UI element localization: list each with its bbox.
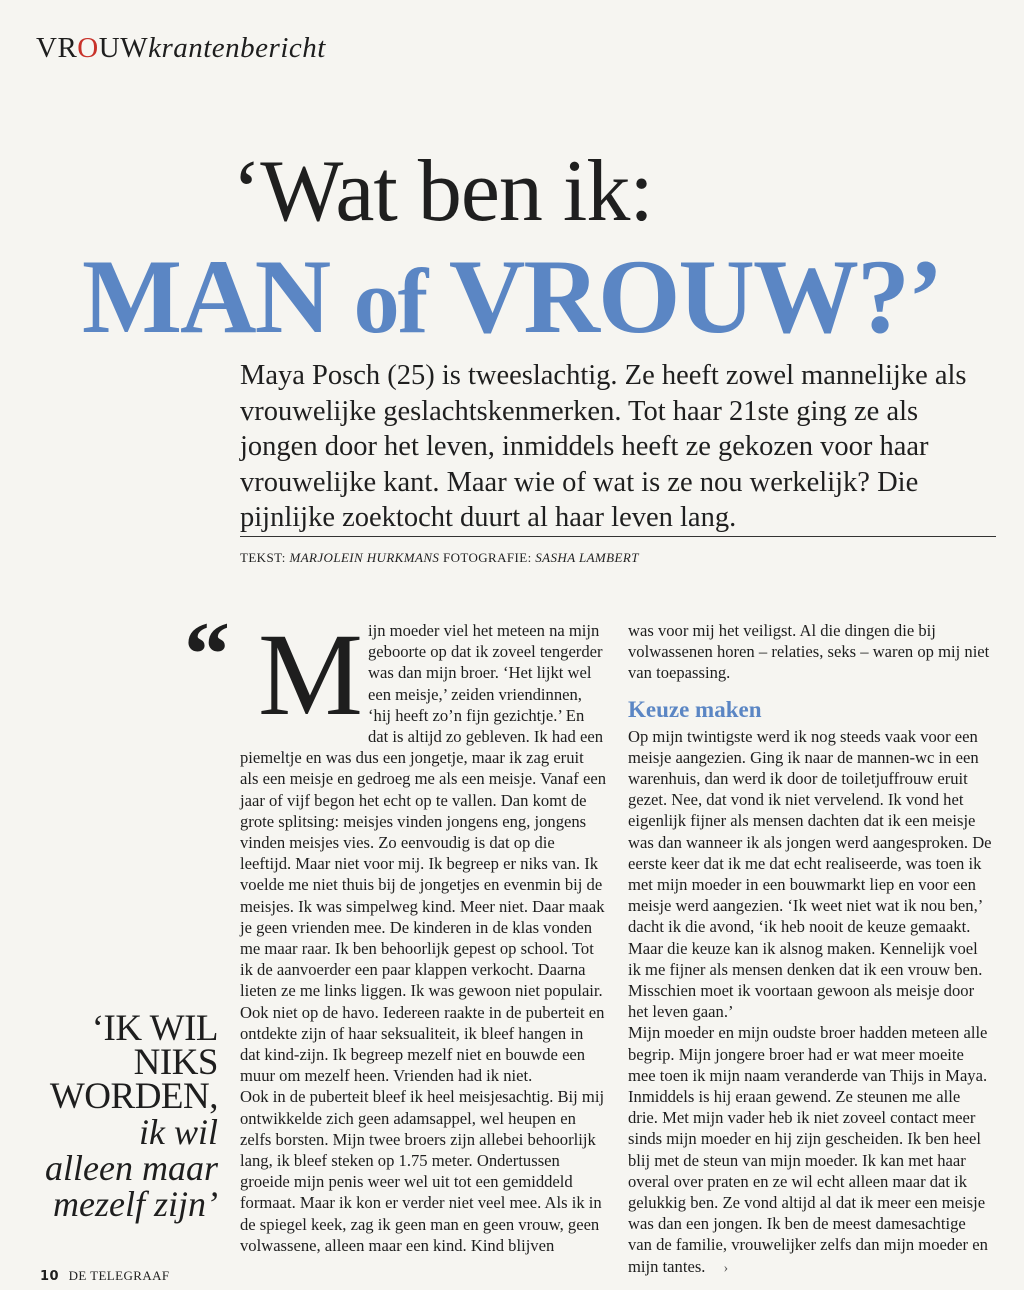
pull-quote-upper bbox=[18, 1008, 218, 1117]
pull-quote-italic bbox=[18, 1114, 218, 1222]
section-uw: UW bbox=[98, 32, 149, 64]
section-o-red: O bbox=[77, 32, 99, 64]
article-column-1 bbox=[184, 603, 606, 1256]
credit-photo-label: FOTOGRAFIE: bbox=[442, 550, 532, 565]
pull-quote-line-4: ik wil bbox=[139, 1112, 218, 1152]
pull-quote-line-6: mezelf zijn’ bbox=[53, 1184, 218, 1224]
subheading-keuze-maken: Keuze maken bbox=[628, 696, 762, 722]
pull-quote-line-5: alleen maar bbox=[45, 1148, 218, 1188]
section-vr: VR bbox=[36, 32, 78, 64]
column1-paragraph-2: Ook in de puberteit bleef ik heel meisjesachtig. Bij mij ontwikkelde zich geen adamsappel, wel heupen en zelfs borsten. Mijn twee broers zijn allebei behoorlijk lang, ik bleef steken op 1.75 meter. Ondertussen groeide mijn penis weer wel uit tot een gemiddeld formaat. Maar ik kon er verder niet veel mee. Als ik in de spiegel keek, zag ik geen man en geen vrouw, geen volwassene, alleen maar een kind. Kind blijven bbox=[240, 1087, 605, 1255]
dropcap bbox=[184, 603, 364, 740]
pull-quote-line-2: NIKS bbox=[133, 1042, 218, 1083]
pull-quote bbox=[18, 1008, 218, 1224]
credits bbox=[240, 550, 639, 566]
continue-arrow-icon: › bbox=[723, 1260, 729, 1276]
dropcap-quote-mark: “ bbox=[184, 603, 230, 705]
article-column-2 bbox=[628, 620, 992, 1279]
column2-paragraph-1: was voor mij het veiligst. Al die dingen die bij volwassenen horen – relaties, seks – waren op mij niet van toepassing. bbox=[628, 621, 990, 683]
pull-quote-line-1: ‘IK WIL bbox=[91, 1008, 218, 1049]
headline-vrouw: VROUW?’ bbox=[426, 238, 942, 355]
pull-quote-line-3: WORDEN, bbox=[49, 1076, 218, 1117]
page-footer bbox=[40, 1268, 170, 1284]
intro-paragraph: Maya Posch (25) is tweeslachtig. Ze heeft zowel mannelijke als vrouwelijke geslachtskenmerken. Tot haar 21ste ging ze als jongen door het leven, inmiddels heeft ze gekozen voor haar vrouwelijke kant. Maar wie of wat is ze nou werkelijk? Die pijnlijke zoektocht duurt al haar leven lang. bbox=[240, 360, 967, 533]
headline-line-2 bbox=[82, 238, 942, 355]
section-subtitle: krantenbericht bbox=[148, 32, 326, 64]
column2-paragraph-3-text: Mijn moeder en mijn oudste broer hadden meteen alle begrip. Mijn jongere broer had er wat meer moeite mee toen ik mijn naam veranderde van Thijs in Maya. Inmiddels is hij eraan gewend. Ze steunen me alle drie. Met mijn vader heb ik niet zoveel contact meer sinds mijn moeder en hij zijn gescheiden. Ik ben heel blij met de steun van mijn moeder. Ik kan met haar overal over praten en ze wil echt alleen maar dat ik gelukkig ben. Ze vond altijd al dat ik meer een meisje was dan een jongen. Ik ben de meest damesachtige van de familie, vrouwelijker zelfs dan mijn moeder en mijn tantes. bbox=[628, 1023, 988, 1276]
intro-text bbox=[240, 358, 1000, 536]
credit-photo-name: SASHA LAMBERT bbox=[535, 550, 639, 565]
column1-paragraph-1: ijn moeder viel het meteen na mijn geboorte op dat ik zoveel tengerder was dan mijn broer. ‘Het lijkt wel een meisje,’ zeiden vriendinnen, ‘hij heeft zo’n fijn gezichtje.’ En dat is altijd zo gebleven. Ik had een piemeltje en was dus een jongetje, maar ik zag eruit als een meisje en gedroeg me als een meisje. Vanaf een jaar of vijf begon het echt op te vallen. Dan komt de grote splitsing: meisjes vinden jongens eng, jongens vinden meisjes vies. Zo eenvoudig is dat op die leeftijd. Maar niet voor mij. Ik begreep er niks van. Ik voelde me niet thuis bij de jongetjes en evenmin bij de meisjes. Ik was simpelweg kind. Meer niet. Daar maak je geen vrienden mee. De kinderen in de klas vonden me maar raar. Ik ben behoorlijk gepest op school. Tot ik de aanvoerder een paar klappen verkocht. Daarna lieten ze me links liggen. Ik was gewoon niet populair. Ook niet op de havo. Iedereen raakte in de puberteit en ontdekte zijn of haar seksualiteit, ik bleef hangen in dat kind-zijn. Ik begreep mezelf niet en bouwde een muur om mezelf heen. Vrienden had ik niet. bbox=[240, 621, 606, 1086]
divider-rule bbox=[240, 536, 996, 537]
column2-paragraph-2: Op mijn twintigste werd ik nog steeds vaak voor een meisje aangezien. Ging ik naar de mannen-wc in een warenhuis, dan werd ik door de toiletjuffrouw eruit gezet. Nee, dat vond ik niet vervelend. Ik vond het eigenlijk fijner als mensen dachten dat ik een meisje was dan wanneer ik als jongen werd aangesproken. De eerste keer dat ik me dat echt realiseerde, was toen ik met mijn moeder in een bouwmarkt liep en voor een meisje werd aangezien. ‘Ik weet niet wat ik nou ben,’ dacht ik die avond, ‘ik heb nooit de keuze gemaakt. Maar die keuze kan ik alsnog maken. Kennelijk voel ik me fijner als mensen denken dat ik een vrouw ben. Misschien moet ik voortaan gewoon als meisje door het leven gaan.’ bbox=[628, 726, 992, 1022]
headline-man: MAN bbox=[82, 238, 354, 355]
page-number: 10 bbox=[40, 1269, 59, 1284]
credit-text-name: MARJOLEIN HURKMANS bbox=[289, 550, 440, 565]
headline-line-1: ‘Wat ben ik: bbox=[232, 143, 653, 240]
dropcap-letter: M bbox=[258, 609, 363, 740]
publication-name: DE TELEGRAAF bbox=[68, 1268, 170, 1283]
credit-text-label: TEKST: bbox=[240, 550, 286, 565]
column2-paragraph-3 bbox=[628, 1022, 992, 1278]
section-header bbox=[36, 32, 326, 65]
headline-of: of bbox=[353, 250, 427, 352]
